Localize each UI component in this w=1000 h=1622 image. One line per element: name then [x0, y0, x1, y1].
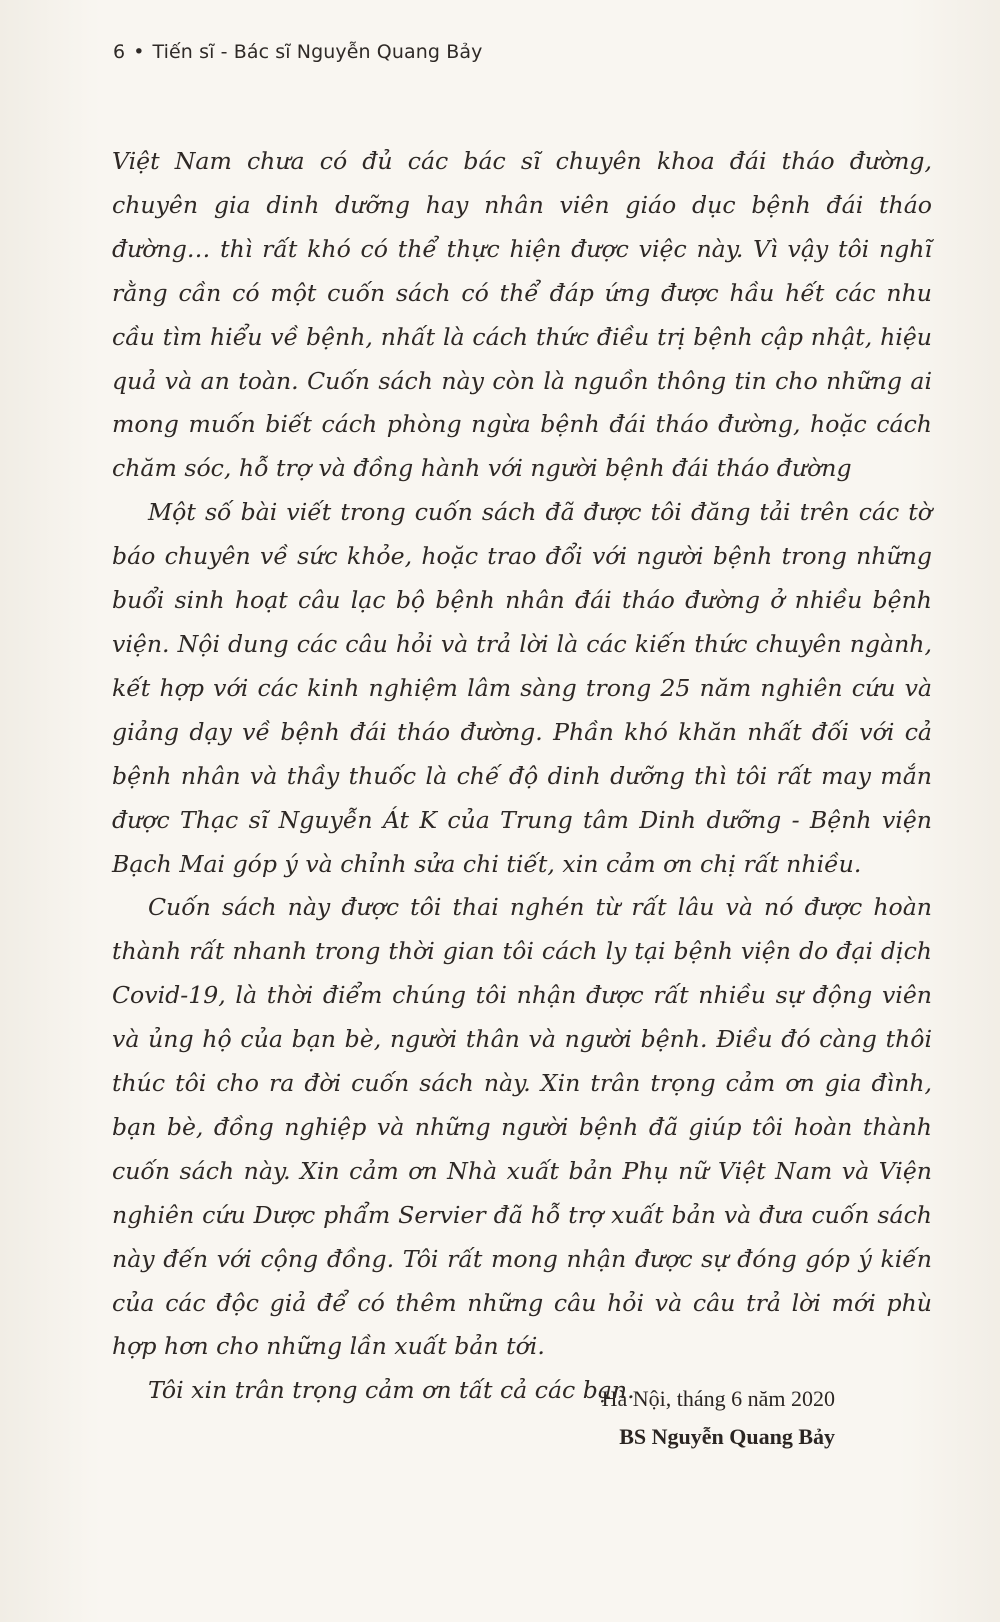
running-header: [113, 41, 482, 63]
header-bullet: •: [133, 41, 145, 63]
paragraph: Một số bài viết trong cuốn sách đã được tôi đăng tải trên các tờ báo chuyên về sức khỏe, hoặc trao đổi với người bệnh trong những buổi sinh hoạt câu lạc bộ bệnh nhân đái tháo đường ở nhiều bệnh viện. Nội dung các câu hỏi và trả lời là các kiến thức chuyên ngành, kết hợp với các kinh nghiệm lâm sàng trong 25 năm nghiên cứu và giảng dạy về bệnh đái tháo đường. Phần khó khăn nhất đối với cả bệnh nhân và thầy thuốc là chế độ dinh dưỡng thì tôi rất may mắn được Thạc sĩ Nguyễn Át K của Trung tâm Dinh dưỡng - Bệnh viện Bạch Mai góp ý và chỉnh sửa chi tiết, xin cảm ơn chị rất nhiều.: [112, 498, 932, 878]
paragraph: Cuốn sách này được tôi thai nghén từ rất lâu và nó được hoàn thành rất nhanh trong thời gian tôi cách ly tại bệnh viện do đại dịch Covid-19, là thời điểm chúng tôi nhận được rất nhiều sự động viên và ủng hộ của bạn bè, người thân và người bệnh. Điều đó càng thôi thúc tôi cho ra đời cuốn sách này. Xin trân trọng cảm ơn gia đình, bạn bè, đồng nghiệp và những người bệnh đã giúp tôi hoàn thành cuốn sách này. Xin cảm ơn Nhà xuất bản Phụ nữ Việt Nam và Viện nghiên cứu Dược phẩm Servier đã hỗ trợ xuất bản và đưa cuốn sách này đến với cộng đồng. Tôi rất mong nhận được sự đóng góp ý kiến của các độc giả để có thêm những câu hỏi và câu trả lời mới phù hợp hơn cho những lần xuất bản tới.: [112, 893, 932, 1361]
running-title: Tiến sĩ - Bác sĩ Nguyễn Quang Bảy: [152, 41, 483, 63]
paragraph-closing: Tôi xin trân trọng cảm ơn tất cả các bạn.: [148, 1376, 635, 1405]
page-number: 6: [113, 41, 126, 63]
signature-place-date: Hà Nội, tháng 6 năm 2020: [601, 1386, 835, 1411]
body-text: [112, 140, 932, 1413]
paragraph-continuation: Việt Nam chưa có đủ các bác sĩ chuyên khoa đái tháo đường, chuyên gia dinh dưỡng hay nhân viên giáo dục bệnh đái tháo đường… thì rất khó có thể thực hiện được việc này. Vì vậy tôi nghĩ rằng cần có một cuốn sách có thể đáp ứng được hầu hết các nhu cầu tìm hiểu về bệnh, nhất là cách thức điều trị bệnh cập nhật, hiệu quả và an toàn. Cuốn sách này còn là nguồn thông tin cho những ai mong muốn biết cách phòng ngừa bệnh đái tháo đường, hoặc cách chăm sóc, hỗ trợ và đồng hành với người bệnh đái tháo đường: [112, 147, 932, 483]
signature-author: BS Nguyễn Quang Bảy: [619, 1424, 835, 1449]
